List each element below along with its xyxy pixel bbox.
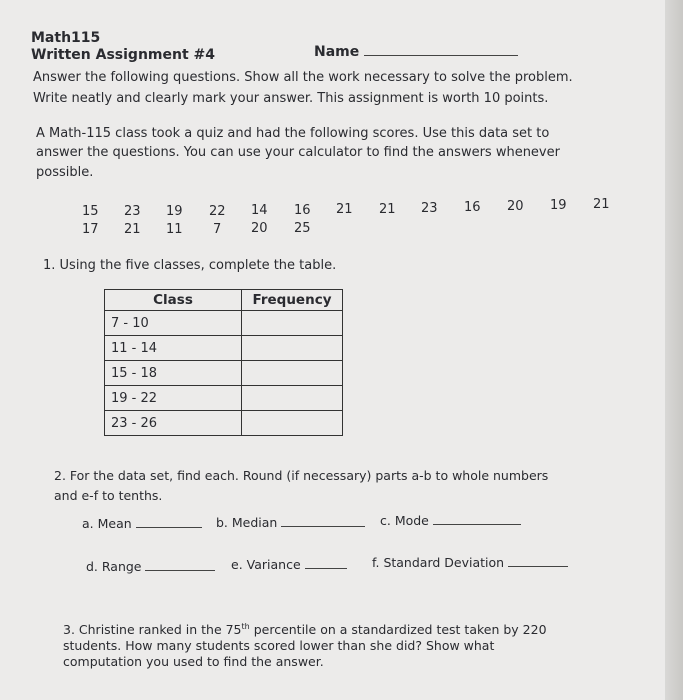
variance-answer-blank[interactable] <box>305 568 347 569</box>
class-column-header: Class <box>105 290 242 311</box>
frequency-cell[interactable] <box>242 386 343 411</box>
median-item <box>216 515 365 530</box>
question-1-prompt: 1. Using the five classes, complete the table. <box>43 258 337 273</box>
mean-answer-blank[interactable] <box>136 527 202 528</box>
median-label: b. Median <box>216 515 278 530</box>
class-cell: 23 - 26 <box>105 411 242 436</box>
mode-label: c. Mode <box>380 513 429 528</box>
std-dev-item <box>372 555 568 570</box>
class-cell: 7 - 10 <box>105 311 242 336</box>
frequency-cell[interactable] <box>242 361 343 386</box>
mean-label: a. Mean <box>82 516 132 531</box>
score-value: 16 <box>464 200 481 215</box>
question-2-line-1: 2. For the data set, find each. Round (if necessary) parts a-b to whole numbers <box>54 468 549 483</box>
name-label: Name <box>314 44 360 60</box>
question-3-text-pre: 3. Christine ranked in the 75 <box>63 622 242 638</box>
table-row <box>105 411 343 436</box>
score-value: 20 <box>507 199 524 214</box>
score-value: 20 <box>251 221 268 236</box>
median-answer-blank[interactable] <box>281 526 365 527</box>
binder-edge <box>665 0 683 700</box>
score-value: 14 <box>251 203 268 218</box>
assignment-title: Written Assignment #4 <box>31 47 215 63</box>
table-row <box>105 361 343 386</box>
score-value: 25 <box>294 221 311 236</box>
question-3-line-2: students. How many students scored lower than she did? Show what <box>63 638 495 653</box>
question-3-line-1 <box>63 622 547 637</box>
instructions-line-1: Answer the following questions. Show all the work necessary to solve the problem. <box>33 70 573 85</box>
ordinal-suffix: th <box>241 622 250 631</box>
score-value: 23 <box>124 204 141 219</box>
score-value: 7 <box>213 222 222 237</box>
frequency-cell[interactable] <box>242 411 343 436</box>
score-value: 16 <box>294 203 311 218</box>
course-title: Math115 <box>31 30 101 46</box>
frequency-table <box>104 289 343 436</box>
intro-line-2: answer the questions. You can use your calculator to find the answers whenever <box>36 145 560 160</box>
range-item <box>86 559 215 574</box>
question-3-line-3: computation you used to find the answer. <box>63 654 324 669</box>
table-header-row <box>105 290 343 311</box>
score-value: 21 <box>379 202 396 217</box>
variance-label: e. Variance <box>231 557 301 572</box>
std-dev-label: f. Standard Deviation <box>372 555 505 570</box>
frequency-column-header: Frequency <box>242 290 343 311</box>
class-cell: 15 - 18 <box>105 361 242 386</box>
table-row <box>105 311 343 336</box>
score-value: 19 <box>550 198 567 213</box>
mean-item <box>82 516 202 531</box>
mode-answer-blank[interactable] <box>433 524 521 525</box>
score-value: 17 <box>82 222 99 237</box>
name-blank[interactable] <box>364 55 518 56</box>
score-value: 21 <box>336 202 353 217</box>
score-value: 15 <box>82 204 99 219</box>
range-answer-blank[interactable] <box>145 570 215 571</box>
score-value: 21 <box>124 222 141 237</box>
mode-item <box>380 513 521 528</box>
class-cell: 11 - 14 <box>105 336 242 361</box>
variance-item <box>231 557 347 572</box>
intro-line-1: A Math-115 class took a quiz and had the following scores. Use this data set to <box>36 126 550 141</box>
score-value: 21 <box>593 197 610 212</box>
intro-line-3: possible. <box>36 165 94 180</box>
frequency-cell[interactable] <box>242 311 343 336</box>
table-row <box>105 386 343 411</box>
table-row <box>105 336 343 361</box>
score-value: 19 <box>166 204 183 219</box>
class-cell: 19 - 22 <box>105 386 242 411</box>
score-value: 11 <box>166 222 183 237</box>
frequency-cell[interactable] <box>242 336 343 361</box>
question-3-text-post: percentile on a standardized test taken by 220 <box>249 622 547 638</box>
range-label: d. Range <box>86 559 142 574</box>
std-dev-answer-blank[interactable] <box>508 566 568 567</box>
instructions-line-2: Write neatly and clearly mark your answer. This assignment is worth 10 points. <box>33 91 549 106</box>
question-2-line-2: and e-f to tenths. <box>54 488 163 503</box>
score-value: 22 <box>209 204 226 219</box>
score-value: 23 <box>421 201 438 216</box>
